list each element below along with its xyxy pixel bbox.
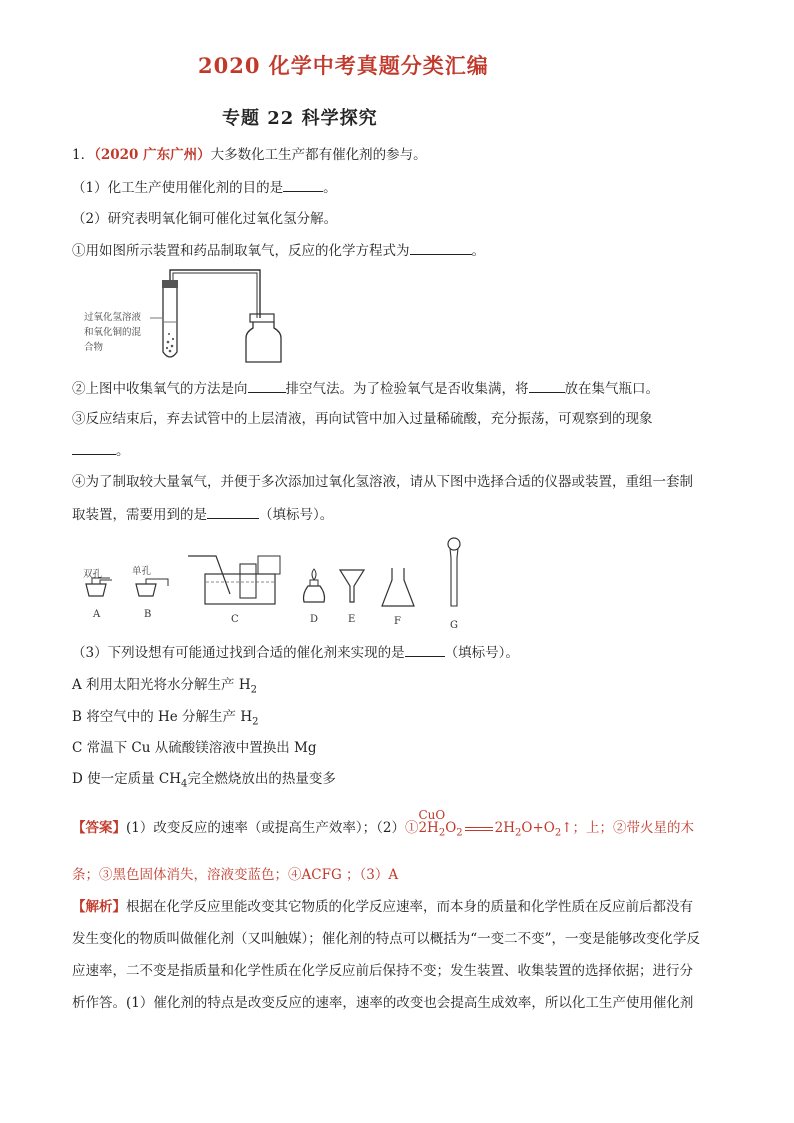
answer-blank (72, 440, 116, 455)
option-b-text: B 将空气中的 He 分解生产 H (72, 709, 253, 725)
part-2: （2）研究表明氧化铜可催化过氧化氢分解。 (72, 211, 338, 227)
option-d (72, 769, 336, 795)
subscript: 4 (181, 778, 188, 790)
sub-question-2 (72, 378, 659, 399)
analysis-line-2: 发生变化的物质叫做催化剂（又叫触媒）；催化剂的特点可以概括为“一变二不变”，一变是能够改变化学反 (72, 931, 701, 947)
label-double-hole: 双孔 (83, 569, 103, 580)
option-d-text: D 使一定质量 CH (72, 771, 182, 787)
test-tube-shape (163, 284, 177, 357)
precipitate-shape (166, 333, 174, 352)
equation-left: 2H (418, 820, 439, 836)
document-title: 2020 化学中考真题分类汇编 (198, 53, 489, 78)
part-1-text: （1）化工生产使用催化剂的目的是 (72, 180, 284, 196)
answer-blank (405, 642, 445, 657)
answer-line-1 (72, 808, 695, 844)
sub-question-1-text: ①用如图所示装置和药品制取氧气，反应的化学方程式为 (72, 243, 410, 259)
letter-g: G (450, 620, 458, 630)
punctuation: 。 (471, 243, 485, 259)
letter-b: B (144, 609, 152, 620)
sub-question-4-end: （填标号）。 (259, 507, 334, 523)
analysis-line-1 (72, 897, 693, 917)
equation-catalyst: CuO (418, 808, 446, 822)
delivery-tube-inner-shape (173, 273, 257, 318)
apparatus-options-figure (80, 534, 480, 630)
conical-flask-icon (382, 568, 414, 627)
letter-f: F (394, 616, 401, 627)
topic-subtitle: 专题 22 科学探究 (222, 108, 378, 129)
answer-blank (410, 240, 472, 255)
sub-question-2-text-b: 排空气法。为了检验氧气是否收集满，将 (285, 381, 529, 397)
question-1-stem (72, 145, 427, 165)
option-c: C 常温下 Cu 从硫酸镁溶液中置换出 Mg (72, 740, 317, 756)
answer-blank (529, 378, 565, 393)
sub-question-2-text-a: ②上图中收集氧气的方法是向 (72, 381, 248, 397)
sub-question-3: ③反应结束后，弃去试管中的上层清液，再向试管中加入过量稀硫酸，充分振荡，可观察到的现象 (72, 411, 653, 427)
single-hole-stopper-icon (132, 565, 168, 620)
double-hole-stopper-icon (83, 568, 112, 620)
question-stem-text: 大多数化工生产都有催化剂的参与。 (210, 147, 427, 163)
answer-text: (1）改变反应的速率（或提高生产效率）；（2） (126, 820, 405, 836)
subscript: 2 (438, 827, 446, 839)
oxygen-apparatus-figure (80, 262, 310, 368)
alcohol-lamp-icon (304, 569, 325, 625)
analysis-tag: 【解析】 (72, 899, 126, 915)
answer-tag: 【答案】 (72, 820, 126, 836)
option-b (72, 707, 259, 733)
letter-d: D (310, 614, 319, 625)
sub-question-1 (72, 240, 485, 261)
part-1 (72, 177, 337, 198)
letter-a: A (93, 609, 101, 620)
sub-question-4-line-1: ④为了制取较大量氧气，并便于多次添加过氧化氢溶液，请从下图中选择合适的仪器或装置，重组一套制 (72, 474, 693, 490)
chemical-equation (418, 808, 573, 844)
gas-arrow-icon: ↑ (561, 820, 573, 836)
subscript: 2 (515, 827, 522, 839)
delivery-tube-shape (170, 270, 260, 318)
answer-text-cont: ；上；②带火星的木 (572, 820, 695, 836)
analysis-line-3: 应速率，二不变是指质量和化学性质在化学反应前后保持不变；发生装置、收集装置的选择依据；进行分 (72, 963, 693, 979)
gas-bottle-shape (246, 322, 281, 362)
answer-blank (283, 177, 323, 192)
part-3-text: （3）下列设想有可能通过找到合适的催化剂来实现的是 (72, 645, 405, 661)
subscript: 2 (252, 716, 259, 728)
water-trough-icon (188, 556, 280, 625)
punctuation: 。 (116, 443, 130, 459)
answer-blank (207, 504, 259, 519)
figure-label-line-3: 合物 (84, 342, 104, 353)
answer-marker: ① (404, 820, 419, 836)
answer-blank (248, 378, 286, 393)
figure-label-line-1: 过氧化氢溶液 (84, 312, 142, 323)
sub-question-4-line-2 (72, 504, 333, 525)
analysis-line-4: 析作答。(1）催化剂的特点是改变反应的速率，速率的改变也会提高生成效率，所以化工生产使用催化剂 (72, 995, 694, 1011)
sub-question-3-blank-line (72, 440, 130, 461)
label-single-hole: 单孔 (132, 566, 152, 577)
letter-c: C (231, 614, 239, 625)
option-a (72, 675, 257, 701)
analysis-text: 根据在化学反应里能改变其它物质的化学反应速率，而本身的质量和化学性质在反应前后都没有 (126, 899, 693, 915)
question-source: （2020 广东广州） (94, 147, 211, 163)
equation-equals-sign (465, 827, 493, 831)
answer-line-2: 条；③黑色固体消失，溶液变蓝色；④ACFG ；（3）A (72, 867, 399, 883)
subscript: 2 (250, 684, 257, 696)
equation-right: 2H (494, 820, 516, 836)
sub-question-4-text: 取装置，需要用到的是 (72, 507, 207, 523)
stopper-shape (162, 280, 178, 288)
long-neck-funnel-icon (448, 538, 460, 630)
funnel-icon (340, 570, 364, 625)
subscript: 2 (456, 827, 463, 839)
part-3-end: （填标号）。 (444, 645, 519, 661)
subscript: 2 (554, 827, 562, 839)
option-d-text-end: 完全燃烧放出的热量变多 (187, 771, 336, 787)
part-3 (72, 642, 519, 663)
figure-label-line-2: 和氧化铜的混 (84, 327, 142, 338)
question-number: 1． (72, 147, 95, 163)
option-a-text: A 利用太阳光将水分解生产 H (72, 677, 251, 693)
equation-right-mid: O+O (521, 820, 555, 836)
sub-question-2-text-c: 放在集气瓶口。 (564, 381, 659, 397)
letter-e: E (348, 614, 356, 625)
punctuation: 。 (323, 180, 337, 196)
equation-left-o: O (445, 820, 457, 836)
glass-plate-shape (250, 314, 274, 322)
